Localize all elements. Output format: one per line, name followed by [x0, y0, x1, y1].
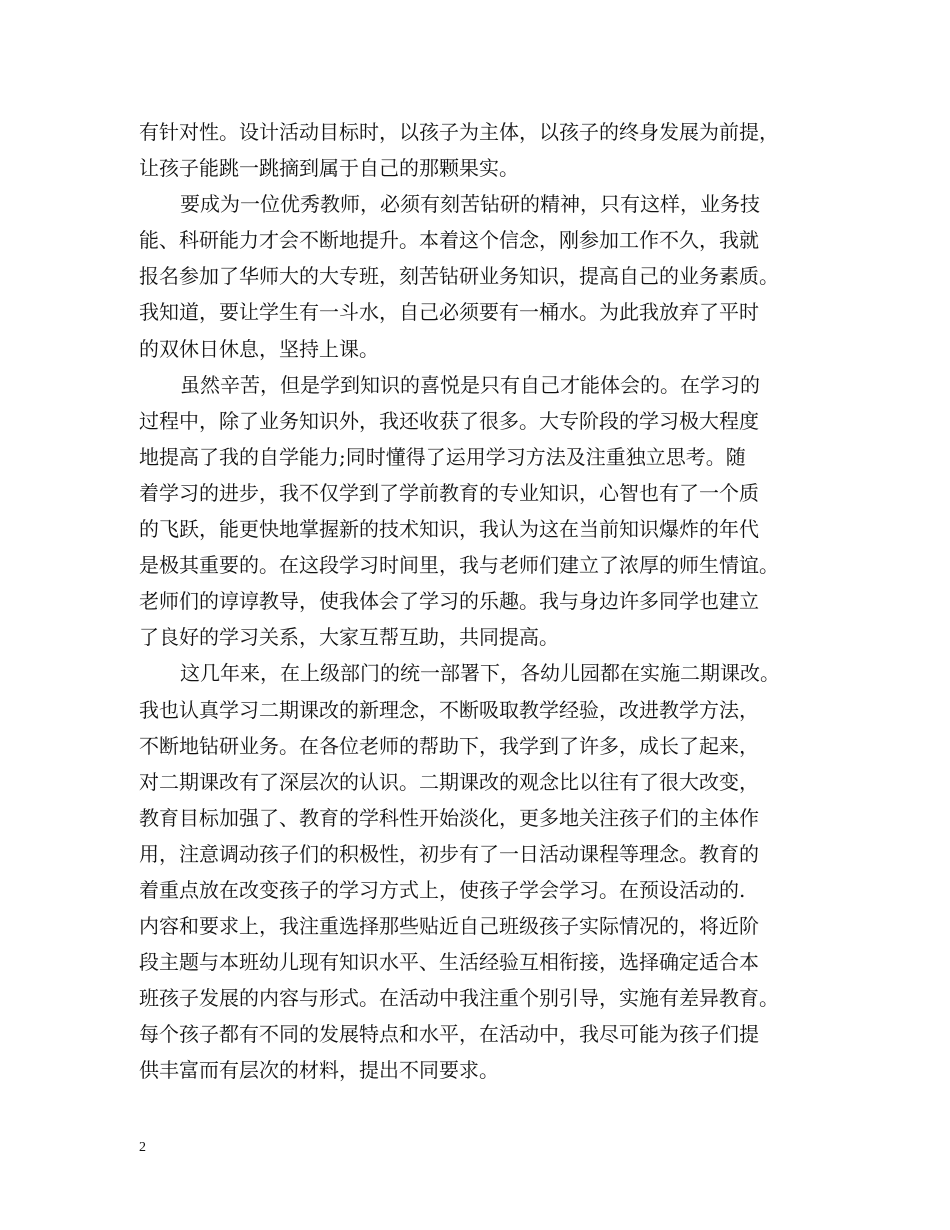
- text-line: 每个孩子都有不同的发展特点和水平，在活动中，我尽可能为孩子们提: [139, 1022, 759, 1047]
- text-line: 了良好的学习关系，大家互帮互助，共同提高。: [139, 625, 559, 650]
- page-number: 2: [139, 1140, 146, 1155]
- text-line: 过程中，除了业务知识外，我还收获了很多。大专阶段的学习极大程度: [139, 408, 759, 433]
- text-line: 让孩子能跳一跳摘到属于自己的那颗果实。: [139, 156, 519, 181]
- text-line: 是极其重要的。在这段学习时间里，我与老师们建立了浓厚的师生情谊。: [139, 553, 779, 578]
- text-line: 能、科研能力才会不断地提升。本着这个信念，刚参加工作不久，我就: [139, 228, 759, 253]
- text-line: 老师们的谆谆教导，使我体会了学习的乐趣。我与身边许多同学也建立: [139, 589, 759, 614]
- text-line: 对二期课改有了深层次的认识。二期课改的观念比以往有了很大改变，: [139, 769, 759, 794]
- body-text: [139, 114, 829, 1089]
- text-line: 报名参加了华师大的大专班，刻苦钻研业务知识，提高自己的业务素质。: [139, 264, 779, 289]
- paragraph-start-line: 要成为一位优秀教师，必须有刻苦钻研的精神，只有这样，业务技: [180, 192, 760, 217]
- text-line: 我知道，要让学生有一斗水，自己必须要有一桶水。为此我放弃了平时: [139, 300, 759, 325]
- text-line: 我也认真学习二期课改的新理念，不断吸取教学经验，改进教学方法，: [139, 697, 759, 722]
- text-line: 有针对性。设计活动目标时，以孩子为主体，以孩子的终身发展为前提，: [139, 120, 779, 144]
- text-line: 班孩子发展的内容与形式。在活动中我注重个别引导，实施有差异教育。: [139, 986, 779, 1011]
- text-line: 不断地钻研业务。在各位老师的帮助下，我学到了许多，成长了起来，: [139, 733, 759, 758]
- paragraph-start-line: 这几年来，在上级部门的统一部署下，各幼儿园都在实施二期课改。: [180, 661, 780, 686]
- text-line: 的飞跃，能更快地掌握新的技术知识，我认为这在当前知识爆炸的年代: [139, 517, 759, 542]
- text-line: 用，注意调动孩子们的积极性，初步有了一日活动课程等理念。教育的: [139, 841, 759, 866]
- text-line: 着学习的进步，我不仅学到了学前教育的专业知识，心智也有了一个质: [139, 480, 759, 505]
- text-line: 内容和要求上，我注重选择那些贴近自己班级孩子实际情况的，将近阶: [139, 914, 759, 939]
- paragraph-start-line: 虽然辛苦，但是学到知识的喜悦是只有自己才能体会的。在学习的: [180, 372, 760, 397]
- text-line: 段主题与本班幼儿现有知识水平、生活经验互相衔接，选择确定适合本: [139, 950, 759, 975]
- text-line: 的双休日休息，坚持上课。: [139, 336, 379, 361]
- text-line: 着重点放在改变孩子的学习方式上，使孩子学会学习。在预设活动的.: [139, 877, 746, 902]
- text-line: 供丰富而有层次的材料，提出不同要求。: [139, 1058, 499, 1083]
- text-line: 教育目标加强了、教育的学科性开始淡化，更多地关注孩子们的主体作: [139, 805, 759, 830]
- text-line: 地提高了我的自学能力;同时懂得了运用学习方法及注重独立思考。随: [139, 444, 746, 469]
